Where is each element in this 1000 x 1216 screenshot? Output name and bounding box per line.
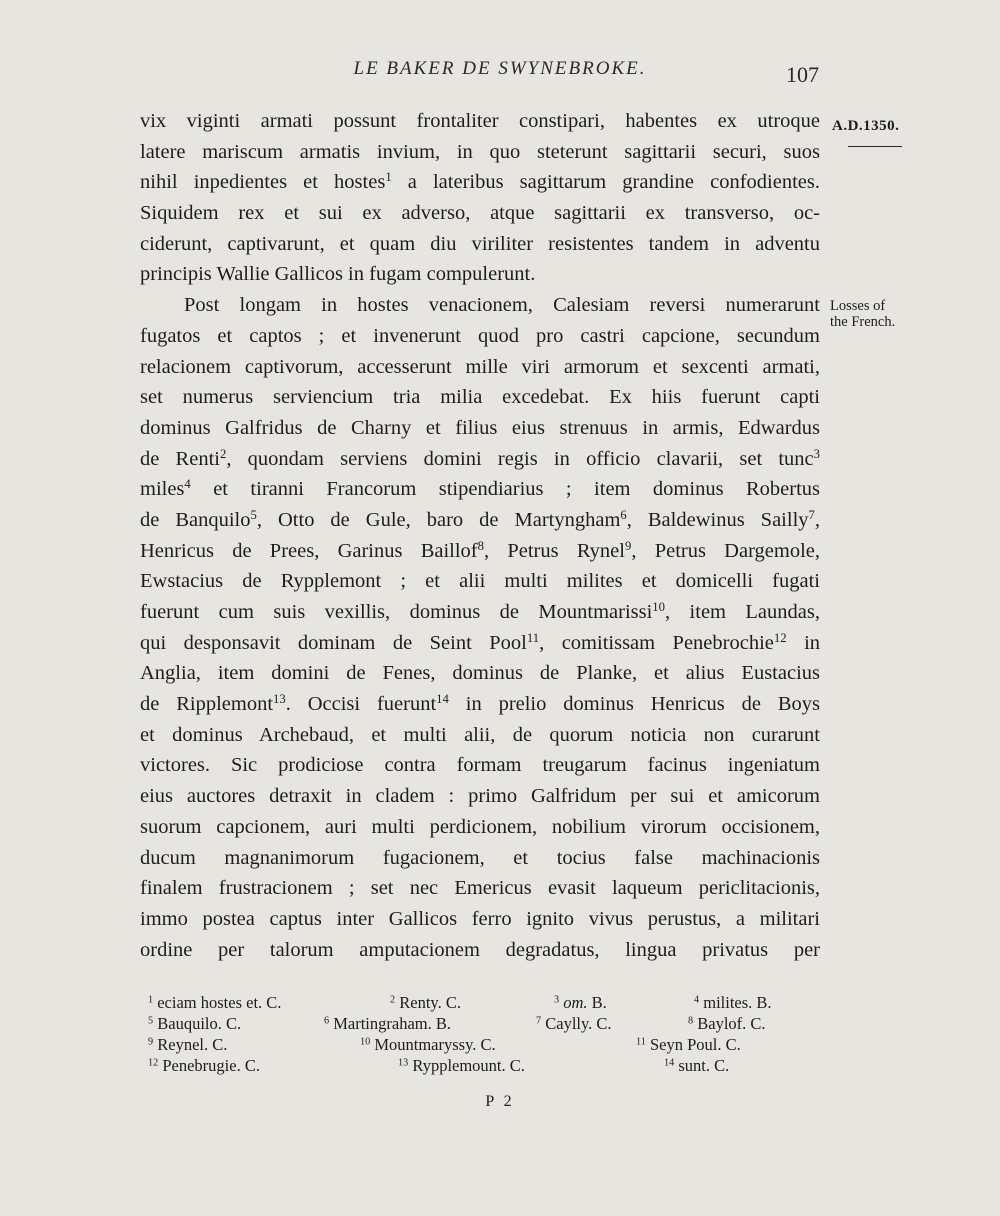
body-line: relacionem captivorum, accesserunt mille viri armorum et sexcenti armati, <box>140 355 820 378</box>
footnote-ref: 2 <box>219 446 227 461</box>
footnote-ref: 6 <box>620 507 627 522</box>
body-line: de Renti$^2$, quondam serviens domini regis in officio clavarii, set tunc$^3$ <box>140 446 820 470</box>
body-line: nihil inpedientes et hostes$^1$ a lateribus sagittarum grandine confodientes. <box>140 170 820 194</box>
body-line: suorum capcionem, auri multi perdicionem, nobilium virorum occisionem, <box>140 815 820 838</box>
body-line: immo postea captus inter Gallicos ferro ignito vivus perustus, a militari <box>140 907 820 930</box>
footnote-ref: 7 <box>808 507 815 522</box>
margin-rule <box>848 146 902 147</box>
footnote: $^{12}$ Penebrugie. C. <box>148 1056 260 1075</box>
footnote: $^5$ Bauquilo. C. <box>148 1014 242 1033</box>
margin-note-line: the French. <box>830 314 896 330</box>
footnotes <box>148 992 808 1076</box>
body-line: principis Wallie Gallicos in fugam compulerunt. <box>140 263 536 286</box>
footnote-ref: 14 <box>436 692 449 707</box>
body-line: miles$^4$ et tiranni Francorum stipendiarius ; item dominus Robertus <box>140 477 820 501</box>
footnote: $^3$ om. B. <box>554 993 607 1012</box>
footnote: $^8$ Baylof. C. <box>688 1014 766 1033</box>
footnote: $^{13}$ Rypplemount. C. <box>398 1056 525 1075</box>
body-line: Siquidem rex et sui ex adverso, atque sagittarii ex transverso, oc- <box>140 202 820 225</box>
body-line: ducum magnanimorum fugacionem, et tocius false machinacionis <box>140 846 820 869</box>
footnote-row <box>148 1013 808 1034</box>
body-line: finalem frustracionem ; set nec Emericus evasit laqueum periclitacionis, <box>140 877 820 900</box>
footnote-ref: 4 <box>184 477 191 492</box>
body-line: Anglia, item domini de Fenes, dominus de Planke, et alius Eustacius <box>140 662 820 685</box>
footnote: $^7$ Caylly. C. <box>536 1014 612 1033</box>
footnote: $^4$ milites. B. <box>694 993 772 1012</box>
body-line: Henricus de Prees, Garinus Baillof$^8$, Petrus Rynel$^9$, Petrus Dargemole, <box>140 538 820 562</box>
body-line: ordine per talorum amputacionem degradatus, lingua privatus per <box>140 938 820 961</box>
footnote-ref: 12 <box>773 630 787 645</box>
footnote-ref: 3 <box>813 446 820 461</box>
body-line: et dominus Archebaud, et multi alii, de quorum noticia non curarunt <box>140 723 820 746</box>
page-number: 107 <box>786 62 819 87</box>
body-line: de Ripplemont$^{13}$. Occisi fuerunt$^{14}$ in prelio dominus Henricus de Boys <box>140 692 820 716</box>
footnote: $^1$ eciam hostes et. C. <box>148 993 282 1012</box>
body-line: vix viginti armati possunt frontaliter constipari, habentes ex utroque <box>140 110 820 132</box>
body-line: de Banquilo$^5$, Otto de Gule, baro de Martyngham$^6$, Baldewinus Sailly$^7$, <box>140 507 820 531</box>
body-line: Ewstacius de Rypplemont ; et alii multi milites et domicelli fugati <box>140 570 820 593</box>
body-line: qui desponsavit dominam de Seint Pool$^{11}$, comitissam Penebrochie$^{12}$ in <box>140 630 820 654</box>
signature-mark: P 2 <box>485 1093 515 1110</box>
body-line: fuerunt cum suis vexillis, dominus de Mountmarissi$^{10}$, item Laundas, <box>140 600 820 623</box>
footnote: $^2$ Renty. C. <box>390 993 461 1012</box>
footnote-ref: 9 <box>624 538 632 553</box>
body-text <box>140 106 820 965</box>
margin-date: A.D.1350. <box>832 118 900 134</box>
margin-note <box>830 298 895 330</box>
body-line: fugatos et captos ; et invenerunt quod pro castri capcione, secundum <box>140 324 820 347</box>
body-line: set numerus serviencium tria milia excedebat. Ex hiis fuerunt capti <box>140 386 820 409</box>
footnote-row <box>148 1055 808 1076</box>
footnote: $^9$ Reynel. C. <box>148 1035 228 1054</box>
body-line: Post longam in hostes venacionem, Calesiam reversi numerarunt <box>184 294 820 317</box>
running-header: LE BAKER DE SWYNEBROKE. <box>353 58 647 79</box>
footnote-ref: 5 <box>250 507 257 522</box>
body-line: latere mariscum armatis invium, in quo steterunt sagittarii securi, suos <box>140 140 820 163</box>
footnote-ref: 10 <box>652 600 665 615</box>
footnote-row <box>148 992 808 1013</box>
margin-note-line: Losses of <box>830 298 886 314</box>
footnote: $^{11}$ Seyn Poul. C. <box>636 1035 741 1054</box>
footnote-ref: 11 <box>526 630 540 645</box>
footnote: $^{10}$ Mountmaryssy. C. <box>360 1035 496 1054</box>
footnote: $^{14}$ sunt. C. <box>664 1056 730 1075</box>
footnote-ref: 1 <box>385 170 392 185</box>
footnote-ref: 13 <box>273 692 286 707</box>
body-line: ciderunt, captivarunt, et quam diu viriliter resistentes tandem in adventu <box>140 232 820 255</box>
footnote-row <box>148 1034 808 1055</box>
body-line: dominus Galfridus de Charny et filius eius strenuus in armis, Edwardus <box>140 416 820 439</box>
body-line: victores. Sic prodiciose contra formam treugarum facinus ingeniatum <box>140 754 820 777</box>
body-line: eius auctores detraxit in cladem : primo Galfridum per sui et amicorum <box>140 785 820 808</box>
footnote-ref: 8 <box>477 538 484 553</box>
footnote: $^6$ Martingraham. B. <box>324 1014 451 1033</box>
